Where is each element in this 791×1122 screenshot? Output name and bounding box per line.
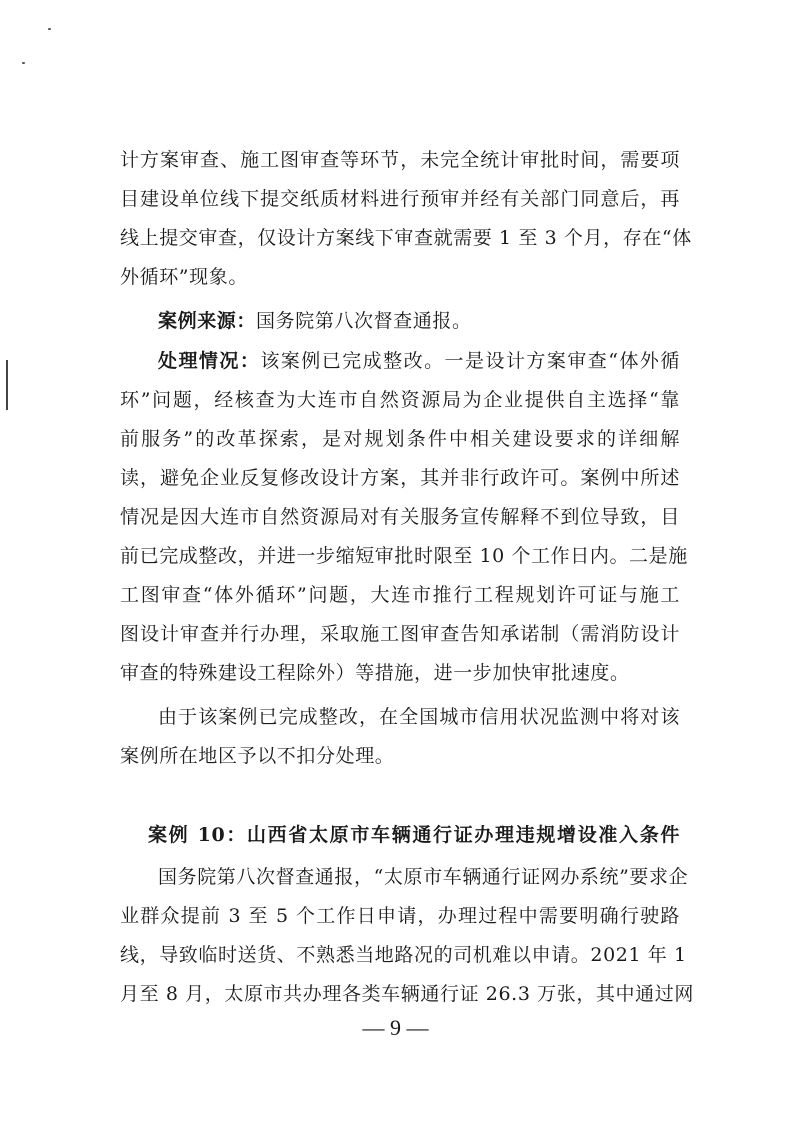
handling-text: 该案例已完成整改。一是设计方案审查“体外循 bbox=[260, 350, 680, 372]
page-number: — 9 — bbox=[362, 1015, 429, 1040]
paragraph-line: 情况是因大连市自然资源局对有关服务宣传解释不到位导致，目 bbox=[120, 506, 680, 528]
paragraph-line: 环”问题，经核查为大连市自然资源局为企业提供自主选择“靠 bbox=[120, 389, 680, 411]
paragraph-line: 前服务”的改革探索，是对规划条件中相关建设要求的详细解 bbox=[120, 428, 680, 450]
paragraph-line: 计方案审查、施工图审查等环节，未完全统计审批时间，需要项 bbox=[120, 149, 680, 171]
scan-speck bbox=[22, 62, 25, 64]
paragraph-line: 由于该案例已完成整改，在全国城市信用状况监测中将对该 bbox=[158, 706, 680, 728]
paragraph-line: 线，导致临时送货、不熟悉当地路况的司机难以申请。2021 年 1 bbox=[120, 944, 687, 966]
paragraph-line: 图设计审查并行办理，采取施工图审查告知承诺制（需消防设计 bbox=[120, 623, 680, 645]
paragraph-line: 国务院第八次督查通报，“太原市车辆通行证网办系统”要求企 bbox=[158, 866, 689, 888]
paragraph-line: 业群众提前 3 至 5 个工作日申请，办理过程中需要明确行驶路 bbox=[120, 905, 680, 927]
paragraph-line: 外循环”现象。 bbox=[120, 266, 248, 288]
handling-label: 处理情况： bbox=[158, 350, 261, 372]
case-source-text: 国务院第八次督查通报。 bbox=[256, 310, 472, 332]
paragraph-line: 目建设单位线下提交纸质材料进行预审并经有关部门同意后，再 bbox=[120, 188, 680, 210]
case-source-label: 案例来源： bbox=[158, 310, 257, 332]
paragraph-line: 线上提交审查，仅设计方案线下审查就需要 1 至 3 个月，存在“体 bbox=[120, 227, 692, 249]
paragraph-line: 月至 8 月，太原市共办理各类车辆通行证 26.3 万张，其中通过网 bbox=[120, 983, 694, 1005]
case-source bbox=[158, 306, 680, 336]
scan-speck bbox=[48, 28, 51, 30]
paragraph-line: 读，避免企业反复修改设计方案，其并非行政许可。案例中所述 bbox=[120, 467, 680, 489]
case-heading: 案例 10：山西省太原市车辆通行证办理违规增设准入条件 bbox=[148, 824, 680, 846]
paragraph-line: 案例所在地区予以不扣分处理。 bbox=[120, 745, 395, 767]
paragraph-line: 前已完成整改，并进一步缩短审批时限至 10 个工作日内。二是施 bbox=[120, 545, 688, 567]
scan-margin-mark bbox=[6, 360, 8, 410]
paragraph-line: 工图审查“体外循环”问题，大连市推行工程规划许可证与施工 bbox=[120, 584, 680, 606]
paragraph-line: 审查的特殊建设工程除外）等措施，进一步加快审批速度。 bbox=[120, 662, 630, 684]
handling-first-line bbox=[158, 346, 680, 376]
